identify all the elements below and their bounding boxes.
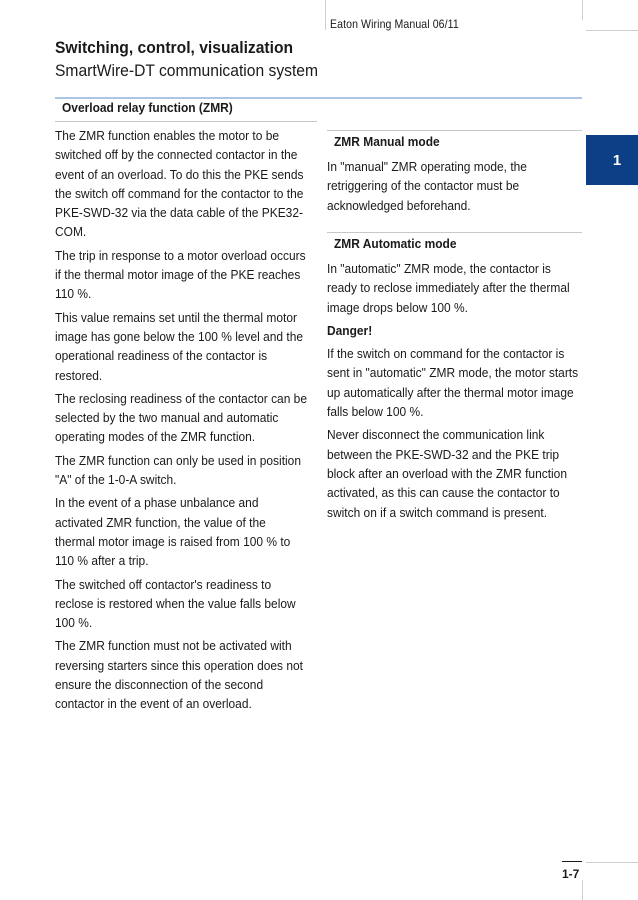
manual-mode-text: [327, 157, 581, 219]
crop-mark-right-top: [586, 30, 638, 31]
paragraph: In the event of a phase unbalance and activated ZMR function, the value of the thermal motor image is raised from 100 % to 110 % after a trip.: [55, 495, 291, 569]
title-rule: [55, 97, 582, 99]
paragraph: The trip in response to a motor overload occurs if the thermal motor image of the PKE reaches 110 %.: [55, 247, 306, 302]
paragraph: The reclosing readiness of the contactor can be selected by the two manual and automatic operating modes of the ZMR function.: [55, 390, 307, 445]
crop-mark-top-right: [582, 0, 583, 20]
chapter-number: 1: [612, 151, 622, 169]
crop-mark-bottom: [582, 880, 583, 900]
automatic-mode-text: [327, 259, 581, 526]
crop-mark-right-bottom: [586, 862, 638, 863]
section-heading-rule: [55, 121, 317, 122]
manual-mode-rule: [327, 130, 582, 131]
danger-paragraph: If the switch on command for the contactor is sent in "automatic" ZMR mode, the motor starts up automatically after the thermal motor image falls below 100 %.: [327, 346, 579, 420]
running-head: Eaton Wiring Manual 06/11: [330, 17, 459, 31]
paragraph: The switched off contactor's readiness to reclose is restored when the value falls below 100 %.: [55, 576, 296, 631]
crop-mark-top: [325, 0, 326, 30]
paragraph: The ZMR function must not be activated with reversing starters since this operation does not ensure the disconnection of the second contactor in the event of an overload.: [55, 638, 303, 712]
paragraph: The ZMR function enables the motor to be switched off by the connected contactor in the event of an overload. To do this the PKE sends the switch off command for the contactor to the PKE-SWD-32 via the data cable of the PKE32-COM.: [55, 128, 304, 240]
chapter-tab: [586, 135, 638, 185]
page-number: 1-7: [562, 867, 580, 881]
warning-paragraph: Never disconnect the communication link between the PKE-SWD-32 and the PKE trip block after an overload with the ZMR function activated, as this can cause the contactor to switch on if a switch command is present.: [327, 427, 567, 520]
section-heading-manual: ZMR Manual mode: [334, 134, 440, 149]
page-title: Switching, control, visualization: [55, 38, 294, 57]
paragraph: In "automatic" ZMR mode, the contactor is ready to reclose immediately after the thermal image drops below 100 %.: [327, 261, 570, 315]
paragraph: This value remains set until the thermal motor image has gone below the 100 % level and the operational readiness of the contactor is restored.: [55, 309, 304, 383]
page-subtitle: SmartWire-DT communication system: [55, 61, 319, 80]
paragraph: In "manual" ZMR operating mode, the retriggering of the contactor must be acknowledged beforehand.: [327, 159, 527, 213]
automatic-mode-rule: [327, 232, 582, 233]
left-column: [55, 126, 307, 718]
section-heading-automatic: ZMR Automatic mode: [334, 236, 457, 251]
page-number-rule: [562, 861, 582, 862]
paragraph: The ZMR function can only be used in position "A" of the 1-0-A switch.: [55, 452, 301, 488]
danger-label: Danger!: [327, 322, 373, 338]
section-heading-zmr: Overload relay function (ZMR): [62, 100, 233, 115]
